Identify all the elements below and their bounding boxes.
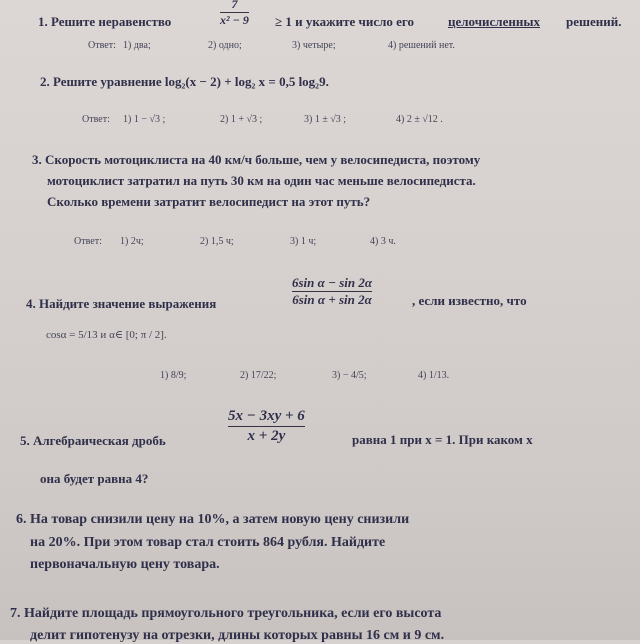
task-4-fraction: [292, 276, 372, 308]
task-4-text: 4. Найдите значение выражения: [26, 296, 217, 311]
fraction-bar: [228, 426, 305, 427]
task-4-condition: cosα = 5/13 и α∈ [0; π / 2].: [46, 329, 167, 341]
task-4-text-cont: , если известно, что: [412, 293, 527, 308]
task-7-line: делит гипотенузу на отрезки, длины которых равны 16 см и 9 см.: [30, 628, 445, 643]
fraction-denominator: x + 2y: [247, 427, 286, 444]
answer-option: 1) два;: [123, 40, 151, 51]
task-5-text: 5. Алгебраическая дробь: [20, 433, 166, 448]
task-1-underlined-word: целочисленных: [448, 14, 541, 29]
answer-option: 4) 1/13.: [418, 370, 450, 381]
task-6-line: первоначальную цену товара.: [30, 557, 220, 572]
task-3-line: 3. Скорость мотоциклиста на 40 км/ч больше, чем у велосипедиста, поэтому: [32, 152, 481, 167]
task-1-text-cont: ≥ 1 и укажите число его: [275, 14, 414, 29]
task-1-text: 1. Решите неравенство: [38, 14, 172, 29]
answer-option: 3) четыре;: [292, 40, 336, 51]
answer-option: 3) 1 ± √3 ;: [304, 114, 347, 125]
task-5-fraction: [228, 408, 305, 444]
task-5-text-cont: равна 1 при x = 1. При каком x: [352, 432, 533, 447]
task-3-line: мотоциклист затратил на путь 30 км на один час меньше велосипедиста.: [47, 173, 476, 188]
answer-option: 2) 1 + √3 ;: [220, 114, 263, 125]
fraction-numerator: 5x − 3xy + 6: [228, 408, 305, 424]
task-3-line: Сколько времени затратит велосипедист на этот путь?: [47, 194, 371, 209]
answer-option: 4) 3 ч.: [370, 236, 396, 247]
answers-label: Ответ:: [74, 236, 102, 247]
answer-option: 1) 1 − √3 ;: [123, 114, 166, 125]
task-7-line: 7. Найдите площадь прямоугольного треугольника, если его высота: [10, 606, 442, 621]
task-1-fraction: [220, 0, 249, 27]
answer-option: 4) 2 ± √12 .: [396, 114, 443, 125]
fraction-numerator: 7: [231, 0, 238, 11]
fraction-denominator: 6sin α + sin 2α: [292, 292, 372, 308]
task-6-line: 6. На товар снизили цену на 10%, а затем новую цену снизили: [16, 512, 410, 527]
answers-label: Ответ:: [88, 40, 116, 51]
fraction-numerator: 6sin α − sin 2α: [292, 275, 373, 290]
task-6-line: на 20%. При этом товар стал стоить 864 рубля. Найдите: [30, 535, 386, 550]
answer-option: 1) 2ч;: [120, 236, 144, 247]
answer-option: 3) 1 ч;: [290, 236, 317, 247]
answer-option: 1) 8/9;: [160, 370, 187, 381]
answer-option: 2) 1,5 ч;: [200, 236, 234, 247]
task-1-text-end: решений.: [566, 14, 622, 29]
answer-option: 2) одно;: [208, 40, 242, 51]
task-5-question: она будет равна 4?: [40, 471, 149, 486]
answers-label: Ответ:: [82, 114, 110, 125]
fraction-denominator: x² − 9: [220, 13, 249, 28]
answer-option: 3) − 4/5;: [332, 370, 367, 381]
answer-option: 2) 17/22;: [240, 370, 277, 381]
answer-option: 4) решений нет.: [388, 40, 455, 51]
task-2-text: 2. Решите уравнение log₂(x − 2) + log₂ x = 0,5 log₂9.: [40, 74, 329, 89]
